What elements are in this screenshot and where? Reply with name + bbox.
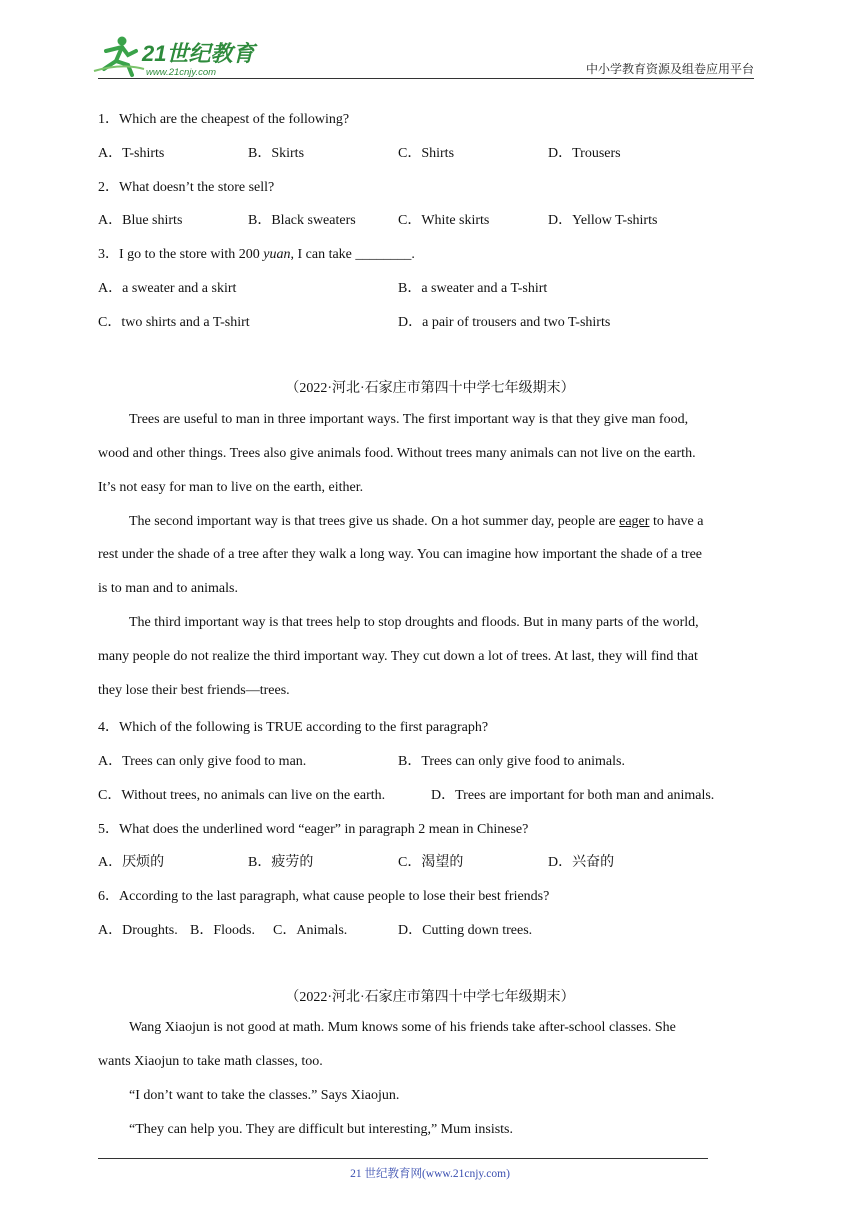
q1-option-b: B．Skirts: [248, 146, 305, 161]
header-divider: [98, 78, 754, 79]
passage-3-line: Wang Xiaojun is not good at math. Mum knows some of his friends take after-school classes. She: [129, 1020, 676, 1035]
q3-option-d: D．a pair of trousers and two T-shirts: [398, 315, 611, 330]
passage-2-line: many people do not realize the third important way. They cut down a lot of trees. At last, they will find that: [98, 649, 698, 664]
q4-option-d: D．Trees are important for both man and animals.: [431, 788, 715, 803]
q6-option-a: A．Droughts.: [98, 923, 178, 938]
q6-option-d: D．Cutting down trees.: [398, 923, 533, 938]
q1-option-c: C．Shirts: [398, 146, 455, 161]
q5-option-c: C．渴望的: [398, 855, 464, 870]
q4-option-c: C．Without trees, no animals can live on the earth.: [98, 788, 386, 803]
underlined-word: eager: [619, 514, 650, 529]
q2-option-b: B．Black sweaters: [248, 213, 356, 228]
footer-divider: [98, 1158, 708, 1159]
passage-2-line: The second important way is that trees give us shade. On a hot summer day, people are eager to have a: [129, 514, 704, 529]
passage-2-source: （2022·河北·石家庄市第四十中学七年级期末）: [285, 381, 575, 396]
q3-option-a: A．a sweater and a skirt: [98, 281, 237, 296]
q5-option-a: A．厌烦的: [98, 855, 165, 870]
passage-3-line: wants Xiaojun to take math classes, too.: [98, 1054, 323, 1069]
q6-option-c: C．Animals.: [273, 923, 348, 938]
q2-option-d: D．Yellow T-shirts: [548, 213, 658, 228]
passage-2-line: is to man and to animals.: [98, 581, 238, 596]
passage-2-line: they lose their best friends—trees.: [98, 683, 290, 698]
q2-option-c: C．White skirts: [398, 213, 490, 228]
q1-option-d: D．Trousers: [548, 146, 621, 161]
question-3: 3．I go to the store with 200 yuan, I can take ________.: [98, 247, 415, 262]
runner-icon: [94, 37, 144, 76]
passage-3-source: （2022·河北·石家庄市第四十中学七年级期末）: [285, 990, 575, 1005]
passage-2-line: rest under the shade of a tree after they walk a long way. You can imagine how important the shade of a tree: [98, 547, 702, 562]
passage-2-line: The third important way is that trees help to stop droughts and floods. But in many parts of the world,: [129, 615, 699, 630]
site-logo: [92, 33, 262, 79]
q5-option-b: B．疲劳的: [248, 855, 314, 870]
question-4: 4．Which of the following is TRUE according to the first paragraph?: [98, 720, 489, 735]
question-5: 5．What does the underlined word “eager” in paragraph 2 mean in Chinese?: [98, 822, 529, 837]
question-2: 2．What doesn’t the store sell?: [98, 180, 275, 195]
logo-url: www.21cnjy.com: [146, 67, 217, 78]
question-1: 1．Which are the cheapest of the following?: [98, 112, 350, 127]
passage-3-line: “I don’t want to take the classes.” Says Xiaojun.: [129, 1088, 400, 1103]
passage-2-line: Trees are useful to man in three important ways. The first important way is that they give man food,: [129, 412, 689, 427]
q5-option-d: D．兴奋的: [548, 855, 615, 870]
q4-option-b: B．Trees can only give food to animals.: [398, 754, 625, 769]
logo-text: 21世纪教育: [142, 41, 255, 66]
passage-2-line: It’s not easy for man to live on the earth, either.: [98, 480, 364, 495]
question-6: 6．According to the last paragraph, what cause people to lose their best friends?: [98, 889, 550, 904]
q4-option-a: A．Trees can only give food to man.: [98, 754, 307, 769]
passage-2-line: wood and other things. Trees also give animals food. Without trees many animals can not live on the earth.: [98, 446, 696, 461]
q1-option-a: A．T-shirts: [98, 146, 165, 161]
q6-option-b: B．Floods.: [190, 923, 255, 938]
footer-link[interactable]: 21 世纪教育网(www.21cnjy.com): [350, 1168, 510, 1180]
platform-name: 中小学教育资源及组卷应用平台: [585, 62, 754, 76]
q3-option-c: C．two shirts and a T-shirt: [98, 315, 250, 330]
q2-option-a: A．Blue shirts: [98, 213, 183, 228]
q3-option-b: B．a sweater and a T-shirt: [398, 281, 548, 296]
passage-3-line: “They can help you. They are difficult but interesting,” Mum insists.: [129, 1122, 514, 1137]
